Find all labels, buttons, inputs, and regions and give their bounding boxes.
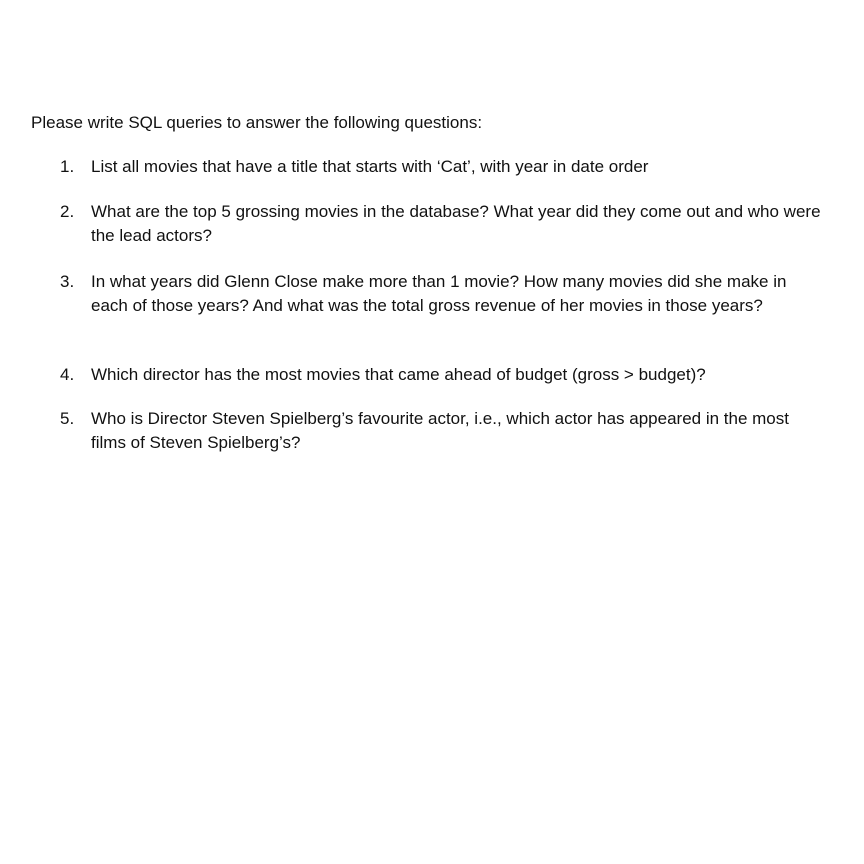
question-text: What are the top 5 grossing movies in the database? What year did they come out and who were the lead actors? <box>91 202 821 245</box>
question-text: List all movies that have a title that starts with ‘Cat’, with year in date order <box>91 157 649 176</box>
question-number: 1. <box>60 157 75 176</box>
question-number: 3. <box>60 272 75 291</box>
question-number: 2. <box>60 202 75 221</box>
question-text: Who is Director Steven Spielberg’s favourite actor, i.e., which actor has appeared in the most films of Steven Spielberg’s? <box>91 409 789 452</box>
question-text: In what years did Glenn Close make more than 1 movie? How many movies did she make in each of those years? And what was the total gross revenue of her movies in those years? <box>91 272 787 315</box>
question-text: Which director has the most movies that came ahead of budget (gross > budget)? <box>91 365 706 384</box>
question-number: 4. <box>60 365 75 384</box>
question-number: 5. <box>60 409 75 428</box>
intro-text: Please write SQL queries to answer the following questions: <box>31 113 483 132</box>
